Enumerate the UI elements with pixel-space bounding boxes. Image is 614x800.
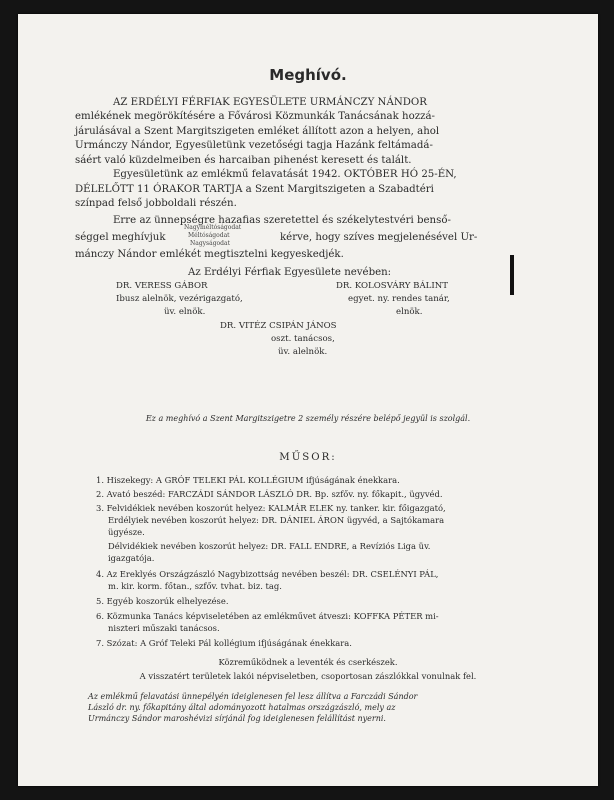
signer-role: egyet. ny. rendes tanár, [348, 294, 450, 304]
cooperate-line: Közreműködnek a leventék és cserkészek. [218, 657, 398, 667]
program-item: 3. Felvidékiek nevében koszorút helyez: KALMÁR ELEK ny. tanker. kir. főigazgató, [96, 503, 446, 513]
invite-line-end: kérve, hogy szíves megjelenésével Ur- [280, 232, 478, 243]
ticket-note: Ez a meghívó a Szent Margitszigetre 2 személy részére belépő jegyül is szolgál. [145, 414, 471, 423]
signer-role: üv. elnök. [164, 307, 206, 317]
signer-name: DR. VERESS GÁBOR [116, 281, 208, 291]
signer-role: oszt. tanácsos, [271, 334, 335, 344]
program-item: Délvidékiek nevében koszorút helyez: DR. FALL ENDRE, a Revíziós Liga üv. [108, 541, 431, 551]
intro-line: járulásával a Szent Margitszigeten emléket állított azon a helyen, ahol [75, 126, 440, 137]
program-item: 6. Közmunka Tanács képviseletében az emlékművet átveszi: KOFFKA PÉTER mi- [96, 611, 439, 621]
intro-line: Erre az ünnepségre hazafias szeretettel és székelytestvéri benső- [113, 215, 451, 226]
intro-line: DÉLELŐTT 11 ÓRAKOR TARTJA a Szent Margitszigeten a Szabadtéri [75, 184, 434, 195]
flag-note: László dr. ny. főkapitány által adományozott hatalmas országzászló, mely az [88, 703, 396, 712]
flag-note: Urmánczy Sándor maroshévizi sírjánál fog ideiglenesen felállítást nyerni. [88, 714, 386, 723]
program-item: 2. Avató beszéd: FARCZÁDI SÁNDOR LÁSZLÓ DR. Bp. szfőv. ny. főkapit., ügyvéd. [96, 489, 443, 499]
honorific: Méltóságodat [188, 232, 230, 239]
program-item: igazgatója. [108, 553, 155, 563]
signer-role: üv. alelnök. [278, 347, 328, 357]
intro-line: színpad felső jobboldali részén. [75, 198, 237, 209]
intro-line: Urmánczy Nándor, Egyesületünk vezetőségi tagja Hazánk feltámadá- [75, 140, 433, 151]
intro-line: emlékének megörökítésére a Fővárosi Közmunkák Tanácsának hozzá- [75, 111, 435, 122]
intro-line: Egyesületünk az emlékmű felavatását 1942. OKTÓBER HÓ 25-ÉN, [113, 169, 457, 180]
intro-line: sáért való küzdelmeiben és harcaiban pihenést keresett és talált. [75, 155, 412, 166]
signer-name: DR. VITÉZ CSIPÁN JÁNOS [220, 321, 337, 331]
ink-mark [510, 255, 514, 295]
program-item: Erdélyiek nevében koszorút helyez: DR. DÁNIEL ÁRON ügyvéd, a Sajtókamara [108, 515, 445, 525]
signer-role: elnök. [396, 307, 423, 317]
program-item: 5. Egyéb koszorúk elhelyezése. [96, 596, 229, 606]
returned-line: A visszatért területek lakói népviseletben, csoportosan zászlókkal vonulnak fel. [139, 671, 477, 681]
program-item: niszteri műszaki tanácsos. [108, 623, 220, 633]
program-item: m. kir. korm. főtan., szfőv. tvhat. biz. tag. [108, 581, 282, 591]
on-behalf-line: Az Erdélyi Férfiak Egyesülete nevében: [188, 267, 392, 278]
invitation-sheet [18, 14, 598, 786]
page-title: Meghívó. [269, 66, 347, 84]
invite-line-last: mánczy Nándor emlékét megtisztelni kegyeskedjék. [75, 249, 344, 260]
program-item: ügyésze. [108, 527, 145, 537]
flag-note: Az emlékmű felavatási ünnepélyén ideiglenesen fel lesz állítva a Farczádi Sándor [88, 692, 418, 701]
invite-line-start: séggel meghívjuk [75, 232, 166, 243]
program-item: 1. Hiszekegy: A GRÓF TELEKI PÁL KOLLÉGIUM ifjúságának énekkara. [96, 475, 400, 485]
honorific: Nagyméltóságodat [184, 224, 242, 231]
program-item: 7. Szózat: A Gróf Teleki Pál kollégium ifjúságának énekkara. [96, 638, 352, 648]
signer-role: Ibusz alelnök, vezérigazgató, [116, 294, 243, 304]
intro-line: AZ ERDÉLYI FÉRFIAK EGYESÜLETE URMÁNCZY NÁNDOR [113, 97, 427, 108]
signer-name: DR. KOLOSVÁRY BÁLINT [336, 281, 449, 291]
program-title: MŰSOR: [279, 452, 337, 463]
program-item: 4. Az Ereklyés Országzászló Nagybizottság nevében beszél: DR. CSELÉNYI PÁL, [96, 569, 439, 579]
honorific: Nagyságodat [190, 240, 230, 247]
